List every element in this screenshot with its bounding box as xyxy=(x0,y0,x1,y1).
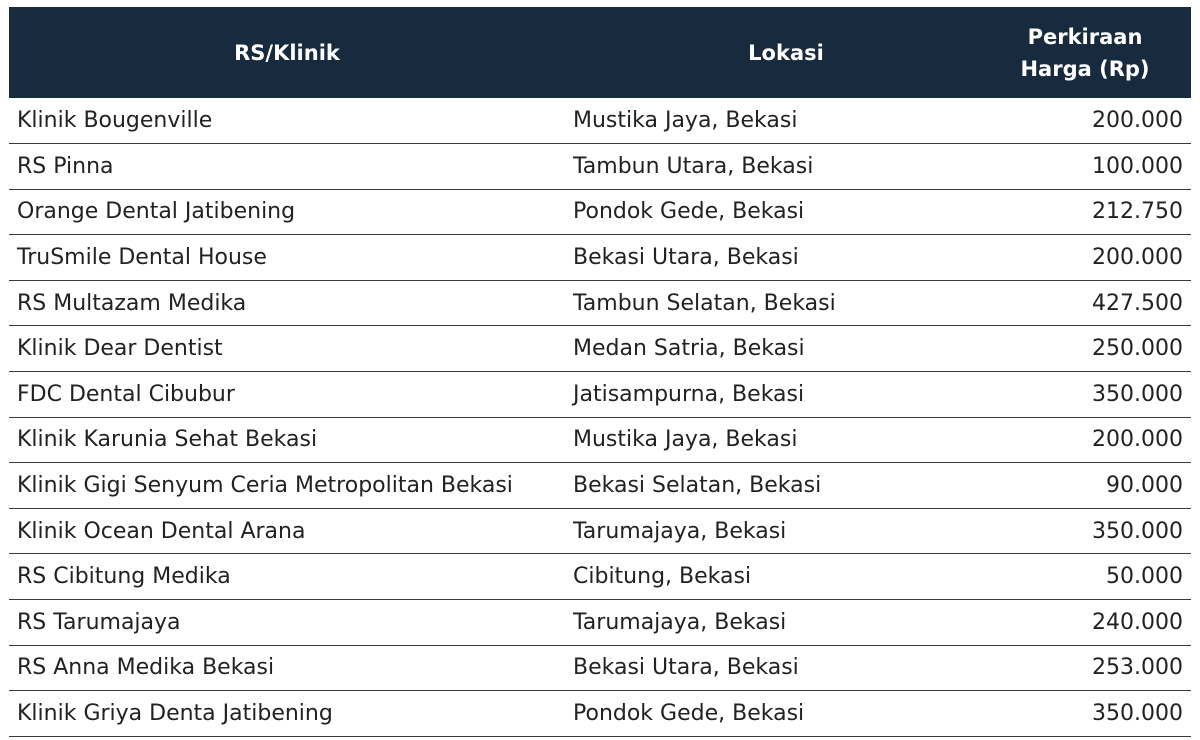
table-row xyxy=(9,463,1191,509)
cell-location: Tarumajaya, Bekasi xyxy=(573,609,787,635)
cell-location: Pondok Gede, Bekasi xyxy=(573,199,805,225)
cell-location: Pondok Gede, Bekasi xyxy=(573,701,805,727)
cell-price: 90.000 xyxy=(1106,473,1183,499)
header-price-line2: Harga (Rp) xyxy=(1020,56,1150,81)
table-row xyxy=(9,691,1191,737)
cell-name: TruSmile Dental House xyxy=(17,245,267,271)
cell-price: 427.500 xyxy=(1092,290,1183,316)
cell-location: Bekasi Selatan, Bekasi xyxy=(573,473,822,499)
table-header xyxy=(9,7,1191,98)
cell-name: FDC Dental Cibubur xyxy=(17,381,235,407)
price-table xyxy=(9,7,1191,737)
table-body xyxy=(9,98,1191,736)
cell-location: Tambun Selatan, Bekasi xyxy=(573,290,836,316)
table-row xyxy=(9,189,1191,235)
cell-location: Cibitung, Bekasi xyxy=(573,564,752,590)
header-name: RS/Klinik xyxy=(234,40,340,65)
table-row xyxy=(9,508,1191,554)
cell-name: Klinik Gigi Senyum Ceria Metropolitan Bekasi xyxy=(17,473,513,499)
table-row xyxy=(9,98,1191,144)
cell-price: 350.000 xyxy=(1092,381,1183,407)
table-row xyxy=(9,235,1191,281)
cell-name: Klinik Griya Denta Jatibening xyxy=(17,701,333,727)
cell-location: Jatisampurna, Bekasi xyxy=(573,381,805,407)
table-row xyxy=(9,144,1191,190)
cell-location: Tarumajaya, Bekasi xyxy=(573,518,787,544)
cell-name: RS Cibitung Medika xyxy=(17,564,231,590)
cell-price: 240.000 xyxy=(1092,609,1183,635)
header-row xyxy=(9,7,1191,98)
price-table-container xyxy=(9,7,1191,737)
cell-price: 200.000 xyxy=(1092,108,1183,134)
cell-location: Tambun Utara, Bekasi xyxy=(573,153,814,179)
table-row xyxy=(9,554,1191,600)
cell-name: RS Pinna xyxy=(17,153,114,179)
cell-location: Medan Satria, Bekasi xyxy=(573,336,805,362)
table-row xyxy=(9,372,1191,418)
cell-name: Klinik Ocean Dental Arana xyxy=(17,518,306,544)
cell-location: Mustika Jaya, Bekasi xyxy=(573,427,798,453)
cell-price: 350.000 xyxy=(1092,518,1183,544)
cell-price: 100.000 xyxy=(1092,153,1183,179)
cell-location: Mustika Jaya, Bekasi xyxy=(573,108,798,134)
table-row xyxy=(9,645,1191,691)
cell-name: RS Tarumajaya xyxy=(17,609,181,635)
cell-price: 212.750 xyxy=(1092,199,1183,225)
cell-name: Klinik Dear Dentist xyxy=(17,336,223,362)
header-price xyxy=(1007,7,1191,98)
cell-location: Bekasi Utara, Bekasi xyxy=(573,245,799,271)
cell-name: Orange Dental Jatibening xyxy=(17,199,296,225)
header-price-line1: Perkiraan xyxy=(1027,24,1143,49)
cell-price: 253.000 xyxy=(1092,655,1183,681)
cell-location: Bekasi Utara, Bekasi xyxy=(573,655,799,681)
cell-name: Klinik Bougenville xyxy=(17,108,213,134)
cell-price: 200.000 xyxy=(1092,427,1183,453)
cell-name: Klinik Karunia Sehat Bekasi xyxy=(17,427,318,453)
cell-price: 350.000 xyxy=(1092,701,1183,727)
table-row xyxy=(9,280,1191,326)
cell-price: 200.000 xyxy=(1092,245,1183,271)
table-row xyxy=(9,326,1191,372)
cell-name: RS Multazam Medika xyxy=(17,290,247,316)
cell-price: 250.000 xyxy=(1092,336,1183,362)
header-location: Lokasi xyxy=(748,40,824,65)
cell-price: 50.000 xyxy=(1106,564,1183,590)
cell-name: RS Anna Medika Bekasi xyxy=(17,655,275,681)
table-row xyxy=(9,600,1191,646)
table-row xyxy=(9,417,1191,463)
